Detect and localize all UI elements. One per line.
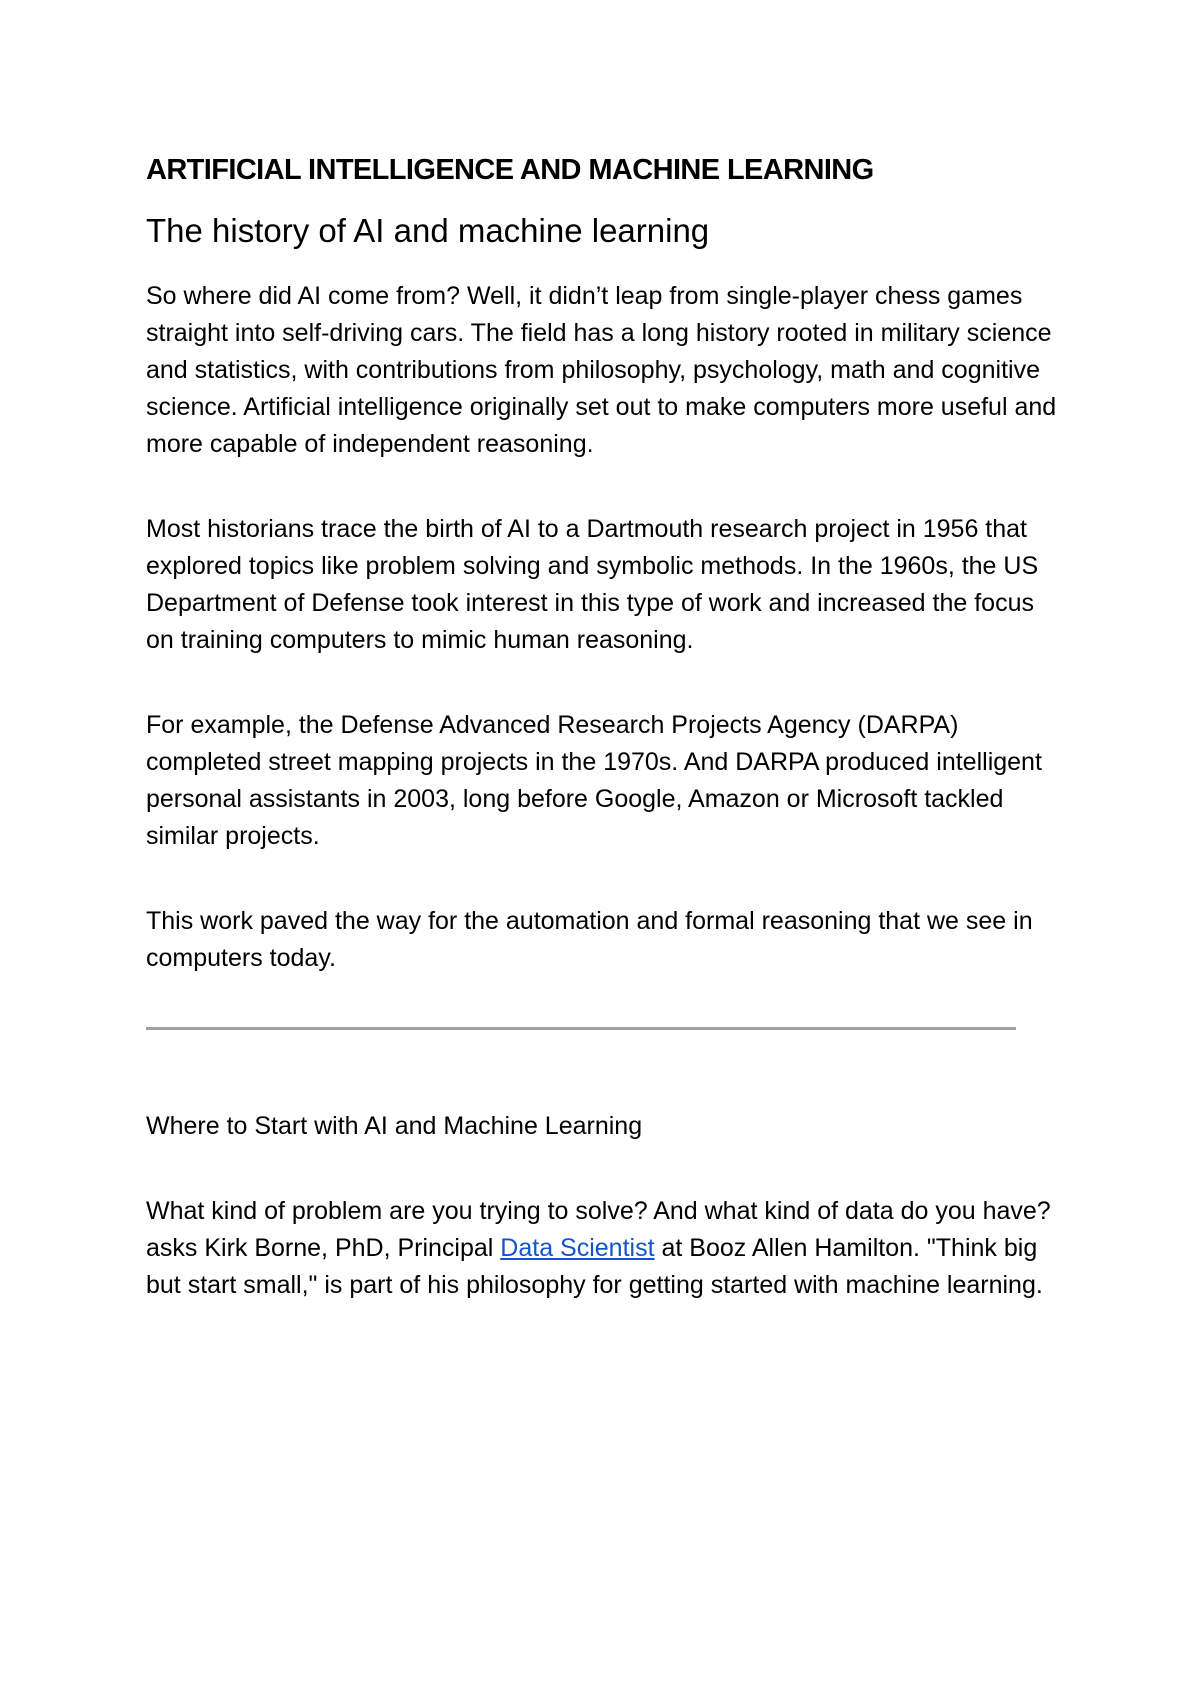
paragraph-automation: This work paved the way for the automation and formal reasoning that we see in computers today.: [146, 907, 1033, 972]
paragraph-darpa: For example, the Defense Advanced Research Projects Agency (DARPA) completed street mapping projects in the 1970s. And DARPA produced intelligent personal assistants in 2003, long before Google, Amazon or Microsoft tackled similar projects.: [146, 711, 1042, 850]
document-title: ARTIFICIAL INTELLIGENCE AND MACHINE LEARNING: [146, 154, 874, 186]
paragraph-text-before-link: What kind of problem are you trying to solve? And what kind of data do you have? asks Kirk Borne, PhD, Principal: [146, 1197, 1051, 1262]
section-heading: Where to Start with AI and Machine Learning: [146, 1112, 643, 1140]
paragraph-origins: So where did AI come from? Well, it didn’t leap from single-player chess games straight into self-driving cars. The field has a long history rooted in military science and statistics, with contributions from philosophy, psychology, math and cognitive science. Artificial intelligence originally set out to make computers more useful and more capable of independent reasoning.: [146, 282, 1057, 458]
data-scientist-link[interactable]: Data Scientist: [500, 1234, 655, 1262]
paragraph-kirk-borne: [146, 1193, 1066, 1304]
document-body: [146, 150, 1066, 1304]
horizontal-divider: [146, 1027, 1016, 1030]
document-subtitle: The history of AI and machine learning: [146, 212, 710, 249]
paragraph-dartmouth: Most historians trace the birth of AI to a Dartmouth research project in 1956 that explored topics like problem solving and symbolic methods. In the 1960s, the US Department of Defense took interest in this type of work and increased the focus on training computers to mimic human reasoning.: [146, 515, 1039, 654]
paragraph-text-after-link: at Booz Allen Hamilton. "Think big but start small," is part of his philosophy for getting started with machine learning.: [146, 1234, 1043, 1299]
